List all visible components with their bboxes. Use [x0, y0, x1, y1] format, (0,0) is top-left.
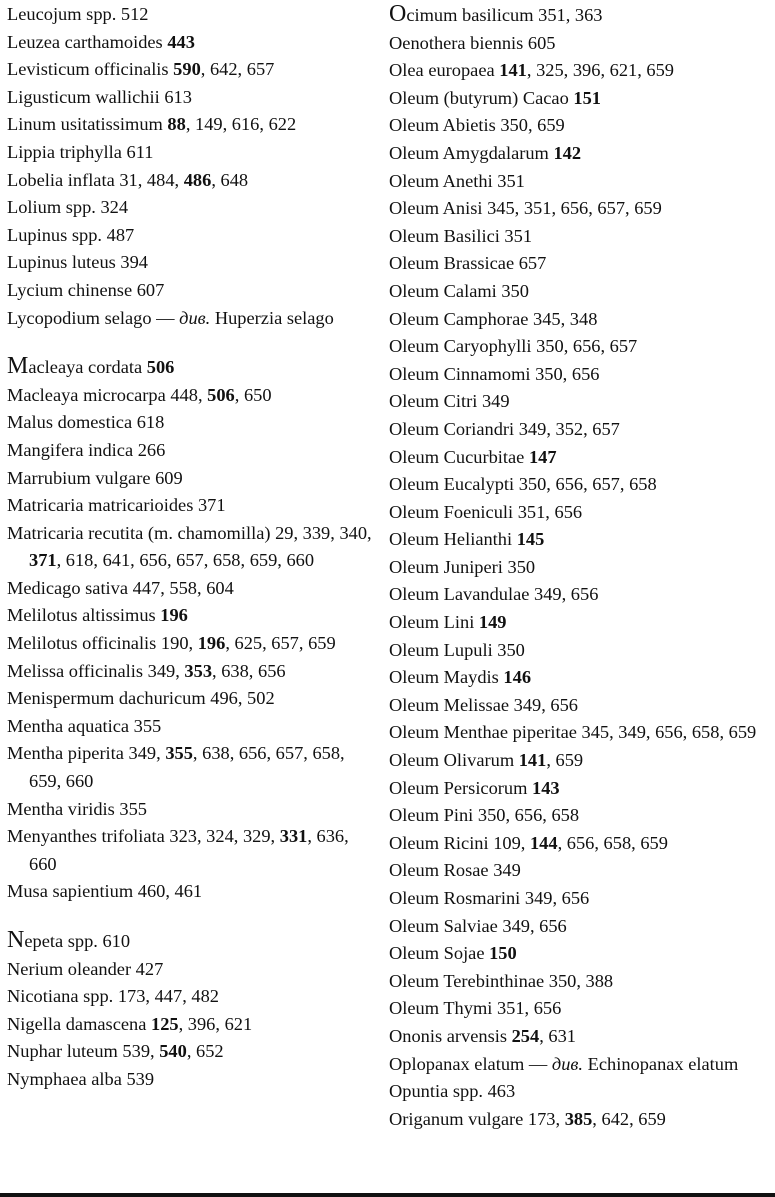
- entry-text: , 652: [186, 1041, 224, 1062]
- index-entry: [389, 1023, 771, 1051]
- index-entry: [389, 554, 771, 582]
- entry-text: , 618, 641, 656, 657, 658, 659, 660: [56, 550, 315, 571]
- entry-text: , 149, 616, 622: [185, 114, 297, 135]
- entry-text: Ononis arvensis: [389, 1025, 512, 1046]
- entry-text: , 650: [234, 384, 272, 405]
- page-ref-primary: 331: [279, 826, 308, 847]
- entry-text: Melilotus officinalis 190,: [7, 633, 198, 654]
- index-entry: [7, 492, 373, 520]
- index-entry: [389, 775, 771, 803]
- index-entry: [7, 740, 373, 795]
- page-ref-primary: 371: [29, 550, 57, 571]
- index-entry: [389, 278, 771, 306]
- entry-text: Oleum Citri 349: [389, 391, 510, 412]
- entry-text: Medicago sativa 447, 558, 604: [7, 577, 234, 598]
- index-entry: [389, 581, 771, 609]
- page-ref-primary: 540: [159, 1041, 187, 1062]
- entry-text: Menyanthes trifoliata 323, 324, 329,: [7, 826, 280, 847]
- index-entry: [7, 956, 373, 984]
- entry-text: Oleum Lupuli 350: [389, 639, 525, 660]
- index-entry: [389, 1, 771, 30]
- entry-text: Matricaria recutita (m. chamomilla) 29, 339, 340,: [7, 522, 372, 543]
- index-entry: [7, 713, 373, 741]
- index-entry: [7, 630, 373, 658]
- index-entry: [7, 222, 373, 250]
- entry-text: Lippia triphylla 611: [7, 141, 154, 162]
- entry-text: Mentha viridis 355: [7, 798, 147, 819]
- index-entry: [7, 382, 373, 410]
- page-ref-primary: 196: [197, 633, 226, 654]
- index-entry: [7, 194, 373, 222]
- page-ref-primary: 506: [146, 357, 175, 378]
- index-entry: [389, 388, 771, 416]
- index-entry: [7, 249, 373, 277]
- entry-text: Huperzia selago: [210, 307, 334, 328]
- page-ref-primary: 506: [207, 384, 235, 405]
- index-entry: [389, 30, 771, 58]
- entry-text: Oplopanax elatum —: [389, 1053, 552, 1074]
- entry-text: Linum usitatissimum: [7, 114, 168, 135]
- page-ref-primary: 142: [553, 142, 582, 163]
- index-entry: [389, 333, 771, 361]
- entry-text: Oleum Salviae 349, 656: [389, 915, 567, 936]
- entry-text: Oleum Foeniculi 351, 656: [389, 501, 583, 522]
- page-ref-primary: 146: [503, 667, 532, 688]
- entry-text: , 631: [539, 1025, 576, 1046]
- index-entry: [7, 437, 373, 465]
- index-entry: [389, 223, 771, 251]
- page-ref-primary: 590: [173, 59, 201, 80]
- page-ref-primary: 143: [532, 777, 560, 798]
- index-entry: [389, 85, 771, 113]
- index-entry: [7, 277, 373, 305]
- entry-text: Nerium oleander 427: [7, 958, 164, 979]
- index-entry: [7, 1011, 373, 1039]
- index-entry: [389, 857, 771, 885]
- index-entry: [389, 306, 771, 334]
- index-entry: [389, 444, 771, 472]
- entry-text: , 396, 621: [178, 1013, 253, 1034]
- section-initial-letter: O: [389, 1, 407, 27]
- index-entry: [389, 664, 771, 692]
- index-entry: [389, 195, 771, 223]
- entry-text: Mentha piperita 349,: [7, 743, 166, 764]
- section-gap: [7, 332, 373, 353]
- entry-text: Lolium spp. 324: [7, 197, 129, 218]
- page-ref-primary: 486: [183, 169, 212, 190]
- entry-text: Oleum Cinnamomi 350, 656: [389, 363, 600, 384]
- entry-text: Melissa officinalis 349,: [7, 660, 185, 681]
- entry-text: Oleum Eucalypti 350, 656, 657, 658: [389, 474, 657, 495]
- entry-text: Menispermum dachuricum 496, 502: [7, 688, 275, 709]
- index-entry: [389, 747, 771, 775]
- entry-text: , 656, 658, 659: [557, 832, 668, 853]
- entry-text: , 642, 659: [592, 1108, 666, 1129]
- index-entry: [389, 112, 771, 140]
- page-ref-primary: 443: [167, 31, 195, 52]
- page-ref-primary: 151: [573, 87, 601, 108]
- index-entry: [389, 637, 771, 665]
- page-ref-primary: 353: [184, 660, 213, 681]
- entry-text: Oleum Thymi 351, 656: [389, 998, 562, 1019]
- entry-text: Oleum Juniperi 350: [389, 556, 536, 577]
- index-entry: [389, 57, 771, 85]
- cross-ref-marker: див.: [179, 307, 211, 328]
- page-ref-primary: 145: [516, 529, 545, 550]
- index-entry: [7, 305, 373, 333]
- entry-text: , 638, 656: [212, 660, 286, 681]
- entry-text: Nuphar luteum 539,: [7, 1041, 160, 1062]
- index-entry: [389, 885, 771, 913]
- index-entry: [389, 471, 771, 499]
- entry-text: Oleum Cucurbitae: [389, 446, 529, 467]
- index-entry: [389, 416, 771, 444]
- index-entry: [389, 609, 771, 637]
- entry-text: Olea europaea: [389, 60, 500, 81]
- index-entry: [389, 913, 771, 941]
- entry-text: Origanum vulgare 173,: [389, 1108, 565, 1129]
- entry-text: , 325, 396, 621, 659: [526, 60, 674, 81]
- index-entry: [389, 968, 771, 996]
- index-column-right: [389, 1, 771, 1133]
- entry-text: Oleum Abietis 350, 659: [389, 115, 565, 136]
- section-gap: [7, 906, 373, 927]
- entry-text: Oleum Anisi 345, 351, 656, 657, 659: [389, 198, 662, 219]
- page-ref-primary: 147: [528, 446, 557, 467]
- entry-text: Nicotiana spp. 173, 447, 482: [7, 986, 219, 1007]
- index-entry: [7, 823, 373, 878]
- index-entry: [389, 250, 771, 278]
- index-entry: [7, 139, 373, 167]
- page-ref-primary: 385: [564, 1108, 593, 1129]
- entry-text: Oleum Caryophylli 350, 656, 657: [389, 336, 638, 357]
- index-entry: [389, 830, 771, 858]
- index-entry: [389, 1106, 771, 1134]
- entry-text: Oleum Basilici 351: [389, 225, 533, 246]
- entry-text: Lupinus luteus 394: [7, 252, 148, 273]
- entry-text: Oleum Ricini 109,: [389, 832, 530, 853]
- entry-text: Oleum Olivarum: [389, 750, 519, 771]
- page-ref-primary: 149: [478, 612, 507, 633]
- entry-text: , 636, 660: [29, 826, 349, 874]
- entry-text: epeta spp. 610: [24, 931, 131, 951]
- index-entry: [389, 499, 771, 527]
- index-entry: [7, 685, 373, 713]
- entry-text: cimum basilicum 351, 363: [406, 5, 603, 25]
- entry-text: Oleum Menthae piperitae 345, 349, 656, 658, 659: [389, 722, 757, 743]
- entry-text: Oleum Rosmarini 349, 656: [389, 888, 590, 908]
- index-entry: [7, 353, 373, 382]
- entry-text: Marrubium vulgare 609: [7, 467, 183, 488]
- page-ref-primary: 150: [489, 943, 517, 964]
- entry-text: Oleum Amygdalarum: [389, 142, 554, 163]
- index-entry: [7, 878, 373, 906]
- index-entry: [389, 140, 771, 168]
- entry-text: Macleaya microcarpa 448,: [7, 384, 208, 405]
- index-entry: [7, 575, 373, 603]
- entry-text: Mangifera indica 266: [7, 439, 166, 460]
- entry-text: Mentha aquatica 355: [7, 715, 162, 736]
- index-entry: [7, 29, 373, 57]
- entry-text: Oleum Maydis: [389, 667, 504, 688]
- index-entry: [7, 796, 373, 824]
- index-entry: [7, 602, 373, 630]
- entry-text: Oenothera biennis 605: [389, 32, 556, 53]
- index-entry: [389, 168, 771, 196]
- index-entry: [7, 1, 373, 29]
- index-entry: [389, 1078, 771, 1106]
- entry-text: Oleum Calami 350: [389, 280, 529, 301]
- entry-text: Oleum Camphorae 345, 348: [389, 308, 598, 329]
- entry-text: Matricaria matricarioides 371: [7, 495, 226, 516]
- entry-text: Opuntia spp. 463: [389, 1081, 516, 1102]
- page-ref-primary: 141: [499, 60, 527, 81]
- entry-text: , 648: [211, 169, 249, 190]
- entry-text: Oleum Coriandri 349, 352, 657: [389, 418, 620, 439]
- entry-text: , 638, 656, 657, 658, 659, 660: [29, 743, 345, 792]
- entry-text: Leuzea carthamoides: [7, 31, 168, 52]
- page-ref-primary: 141: [518, 750, 547, 771]
- entry-text: Ligusticum wallichii 613: [7, 86, 192, 107]
- entry-text: Musa sapientium 460, 461: [7, 881, 203, 902]
- page-ref-primary: 196: [160, 605, 188, 626]
- entry-text: Oleum Lavandulae 349, 656: [389, 584, 599, 605]
- section-initial-letter: N: [7, 927, 25, 953]
- index-entry: [7, 167, 373, 195]
- entry-text: Oleum Rosae 349: [389, 860, 521, 881]
- page-ref-primary: 144: [529, 832, 558, 853]
- entry-text: Oleum Persicorum: [389, 777, 533, 798]
- entry-text: Oleum Brassicae 657: [389, 253, 547, 274]
- page-ref-primary: 88: [167, 114, 186, 135]
- index-entry: [7, 1066, 373, 1094]
- section-initial-letter: M: [7, 353, 29, 380]
- entry-text: Lobelia inflata 31, 484,: [7, 169, 184, 190]
- page-ref-primary: 355: [165, 743, 193, 764]
- index-entry: [7, 520, 373, 575]
- entry-text: Oleum Sojae: [389, 943, 490, 964]
- entry-text: Malus domestica 618: [7, 412, 165, 433]
- entry-text: Oleum Anethi 351: [389, 170, 525, 191]
- index-entry: [7, 658, 373, 686]
- entry-text: acleaya cordata: [28, 357, 147, 378]
- cross-ref-marker: див.: [551, 1053, 584, 1074]
- entry-text: Oleum Lini: [389, 612, 479, 633]
- index-entry: [7, 56, 373, 84]
- index-entry: [7, 84, 373, 112]
- entry-text: Oleum (butyrum) Cacao: [389, 87, 574, 108]
- entry-text: Nymphaea alba 539: [7, 1068, 155, 1089]
- page-bottom-rule: [0, 1193, 775, 1197]
- index-entry: [7, 409, 373, 437]
- index-column-left: [7, 1, 373, 1094]
- entry-text: Oleum Melissae 349, 656: [389, 694, 578, 715]
- index-entry: [7, 465, 373, 493]
- page-ref-primary: 125: [151, 1013, 179, 1034]
- entry-text: Lupinus spp. 487: [7, 224, 135, 245]
- entry-text: , 642, 657: [200, 59, 275, 80]
- entry-text: Oleum Terebinthinae 350, 388: [389, 970, 614, 991]
- index-entry: [7, 1038, 373, 1066]
- entry-text: Lycopodium selago —: [7, 307, 180, 328]
- entry-text: Levisticum officinalis: [7, 59, 174, 80]
- entry-text: Nigella damascena: [7, 1013, 151, 1034]
- index-entry: [389, 526, 771, 554]
- page-ref-primary: 254: [511, 1025, 540, 1046]
- entry-text: , 659: [546, 750, 584, 771]
- index-entry: [389, 995, 771, 1023]
- entry-text: , 625, 657, 659: [225, 633, 336, 654]
- entry-text: Melilotus altissimus: [7, 605, 161, 626]
- index-entry: [7, 927, 373, 956]
- index-entry: [7, 983, 373, 1011]
- index-entry: [389, 719, 771, 747]
- index-entry: [389, 802, 771, 830]
- entry-text: Leucojum spp. 512: [7, 4, 149, 24]
- index-entry: [389, 1051, 771, 1079]
- entry-text: Lycium chinense 607: [7, 279, 165, 300]
- index-entry: [389, 692, 771, 720]
- index-entry: [389, 361, 771, 389]
- entry-text: Echinopanax elatum: [583, 1053, 739, 1074]
- index-entry: [7, 111, 373, 139]
- entry-text: Oleum Pini 350, 656, 658: [389, 805, 580, 826]
- entry-text: Oleum Helianthi: [389, 529, 517, 550]
- index-entry: [389, 940, 771, 968]
